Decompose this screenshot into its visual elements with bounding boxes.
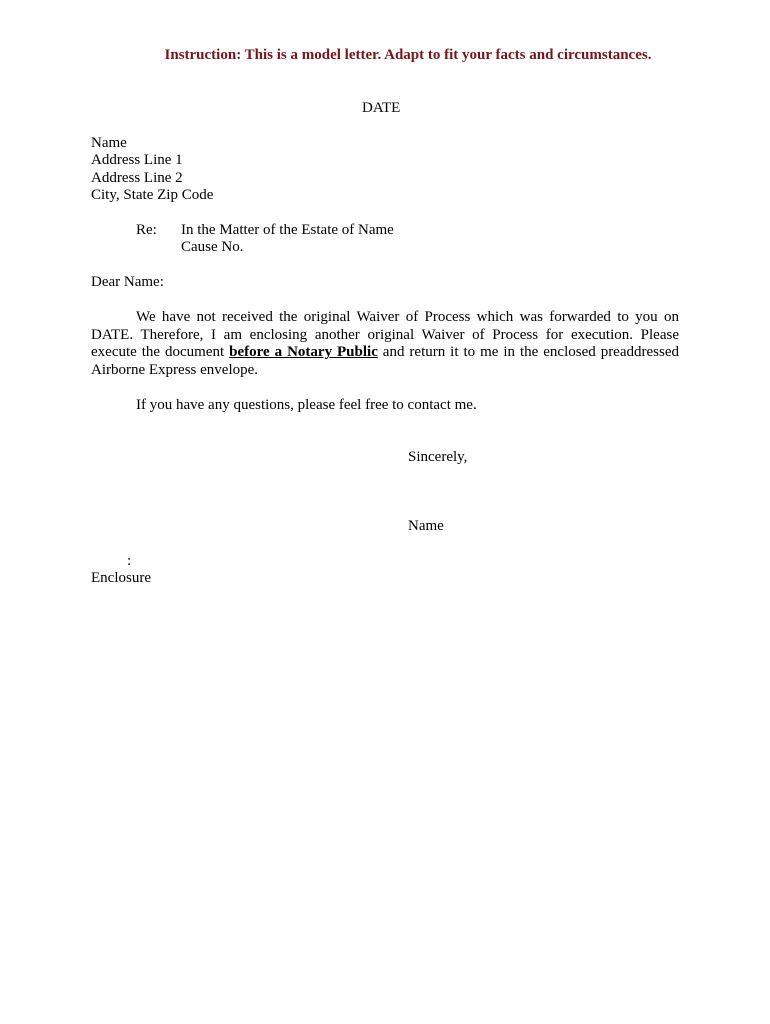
- salutation: Dear Name:: [91, 274, 164, 290]
- enclosure-note: Enclosure: [91, 570, 151, 586]
- signer-name: Name: [408, 518, 444, 534]
- body-paragraph-1-part-2: and return it to me in the enclosed preaddressed Airborne Express envelope.: [91, 344, 679, 378]
- recipient-address-line-2: Address Line 2: [91, 170, 183, 186]
- re-cause-line: Cause No.: [181, 239, 244, 255]
- instruction-text: Instruction: This is a model letter. Adapt to fit your facts and circumstances.: [164, 47, 652, 63]
- body-paragraph-1: [91, 309, 679, 379]
- re-label: Re:: [136, 222, 157, 238]
- reference-colon: :: [127, 553, 132, 569]
- body-paragraph-2: If you have any questions, please feel free to contact me.: [136, 397, 477, 413]
- recipient-city-state-zip: City, State Zip Code: [91, 187, 214, 203]
- re-matter-line: In the Matter of the Estate of Name: [181, 222, 394, 238]
- recipient-address-line-1: Address Line 1: [91, 152, 183, 168]
- instruction-banner: [0, 47, 770, 65]
- notary-emphasis: before a Notary Public: [229, 344, 378, 360]
- body-paragraph-1-part-1: We have not received the original Waiver of Process which was forwarded to you on DATE. Therefore, I am enclosing another original Waiver of Process for execution. Please execute the document: [91, 309, 679, 360]
- closing: Sincerely,: [408, 449, 468, 465]
- letter-date: DATE: [362, 100, 401, 116]
- recipient-name: Name: [91, 135, 127, 151]
